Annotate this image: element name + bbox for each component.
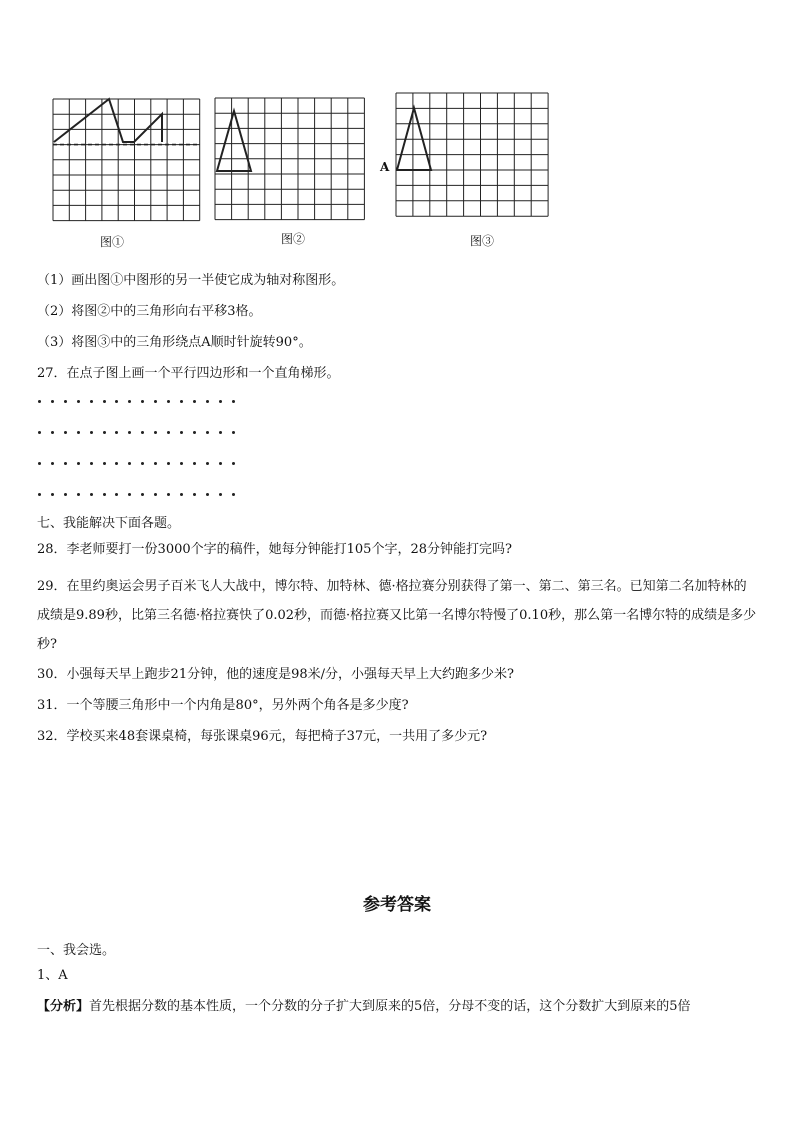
grid-dot[interactable]: [103, 462, 106, 465]
grid-dot[interactable]: [167, 493, 170, 496]
grid-dot[interactable]: [64, 462, 67, 465]
grid-dot[interactable]: [206, 400, 209, 403]
figure-3-label: 图③: [470, 234, 495, 248]
figure-1-label: 图①: [100, 235, 125, 249]
answers-title: 参考答案: [363, 895, 431, 915]
grid-dot[interactable]: [219, 400, 222, 403]
grid-dot[interactable]: [167, 462, 170, 465]
analysis-tag: 【分析】: [37, 999, 90, 1014]
grid-dot[interactable]: [51, 493, 54, 496]
grid-dot[interactable]: [128, 493, 131, 496]
grid-dot[interactable]: [51, 431, 54, 434]
triangle-shape: [217, 111, 251, 171]
grid-dot[interactable]: [154, 431, 157, 434]
grid-dot[interactable]: [64, 400, 67, 403]
grid-dot[interactable]: [103, 431, 106, 434]
grid-dot[interactable]: [128, 431, 131, 434]
q31-text: 31．一个等腰三角形中一个内角是80°，另外两个角各是多少度?: [37, 698, 409, 713]
q32-text: 32．学校买来48套课桌椅，每张课桌96元，每把椅子37元，一共用了多少元?: [37, 729, 488, 744]
figure-3-grid: [395, 91, 550, 218]
grid-dot[interactable]: [115, 431, 118, 434]
q29-text: 29．在里约奥运会男子百米飞人大战中，博尔特、加特林、德·格拉赛分别获得了第一、第二、第三名。已知第二名加特林的成绩是9.89秒，比第三名德·格拉赛快了0.02秒，而德·格拉赛又比第一名博尔特慢了0.10秒，那么第一名博尔特的成绩是多少秒?: [37, 579, 757, 652]
dot-row: [38, 400, 238, 406]
grid-dot[interactable]: [128, 462, 131, 465]
figure-2-label: 图②: [281, 232, 306, 246]
analysis-text: 首先根据分数的基本性质，一个分数的分子扩大到原来的5倍，分母不变的话，这个分数扩大到原来的5倍: [89, 999, 691, 1014]
grid-dot[interactable]: [38, 462, 41, 465]
grid-dot[interactable]: [154, 400, 157, 403]
grid-dot[interactable]: [180, 400, 183, 403]
grid-dot[interactable]: [38, 400, 41, 403]
grid-dot[interactable]: [141, 462, 144, 465]
dot-grid[interactable]: [38, 400, 238, 500]
q27-text: 27．在点子图上画一个平行四边形和一个直角梯形。: [37, 366, 340, 381]
grid-dot[interactable]: [51, 400, 54, 403]
q26-sub1: （1）画出图①中图形的另一半使它成为轴对称图形。: [37, 273, 345, 288]
grid-dot[interactable]: [77, 462, 80, 465]
grid-dot[interactable]: [167, 431, 170, 434]
grid-dot[interactable]: [193, 400, 196, 403]
grid-dot[interactable]: [141, 493, 144, 496]
dot-row: [38, 462, 238, 468]
grid-dot[interactable]: [180, 493, 183, 496]
grid-dot[interactable]: [167, 400, 170, 403]
grid-dot[interactable]: [38, 431, 41, 434]
grid-dot[interactable]: [103, 400, 106, 403]
q30-text: 30．小强每天早上跑步21分钟，他的速度是98米/分，小强每天早上大约跑多少米?: [37, 667, 514, 682]
analysis-line: [37, 999, 759, 1015]
figure-2-grid: [214, 96, 366, 221]
section-7-heading: 七、我能解决下面各题。: [37, 516, 181, 531]
q26-sub2: （2）将图②中的三角形向右平移3格。: [37, 304, 262, 319]
grid-dot[interactable]: [141, 431, 144, 434]
grid-dot[interactable]: [206, 431, 209, 434]
grid-dot[interactable]: [128, 400, 131, 403]
grid-dot[interactable]: [90, 462, 93, 465]
grid-dot[interactable]: [90, 431, 93, 434]
grid-dot[interactable]: [77, 431, 80, 434]
grid-dot[interactable]: [154, 493, 157, 496]
grid-dot[interactable]: [38, 493, 41, 496]
answer-1: 1、A: [37, 968, 68, 983]
grid-dot[interactable]: [64, 431, 67, 434]
grid-dot[interactable]: [51, 462, 54, 465]
grid-dot[interactable]: [180, 431, 183, 434]
half-shape: [54, 99, 162, 142]
grid-dot[interactable]: [103, 493, 106, 496]
dot-row: [38, 493, 238, 499]
grid-dot[interactable]: [77, 493, 80, 496]
grid-dot[interactable]: [90, 493, 93, 496]
grid-dot[interactable]: [219, 493, 222, 496]
q26-sub3: （3）将图③中的三角形绕点A顺时针旋转90°。: [37, 335, 312, 350]
grid-dot[interactable]: [193, 462, 196, 465]
grid-dot[interactable]: [141, 400, 144, 403]
grid-dot[interactable]: [193, 493, 196, 496]
grid-dot[interactable]: [77, 400, 80, 403]
grid-dot[interactable]: [115, 462, 118, 465]
point-a-label: A: [380, 160, 390, 174]
grid-dot[interactable]: [115, 493, 118, 496]
grid-dot[interactable]: [219, 431, 222, 434]
grid-dot[interactable]: [232, 431, 235, 434]
grid-dot[interactable]: [206, 462, 209, 465]
figure-1-grid: [52, 97, 202, 222]
grid-dot[interactable]: [90, 400, 93, 403]
grid-dot[interactable]: [219, 462, 222, 465]
grid-dot[interactable]: [232, 400, 235, 403]
grid-dot[interactable]: [115, 400, 118, 403]
grid-dot[interactable]: [232, 493, 235, 496]
dot-row: [38, 431, 238, 437]
grid-dot[interactable]: [206, 493, 209, 496]
q28-text: 28．李老师要打一份3000个字的稿件，她每分钟能打105个字，28分钟能打完吗?: [37, 542, 512, 557]
grid-dot[interactable]: [154, 462, 157, 465]
grid-dot[interactable]: [232, 462, 235, 465]
grid-dot[interactable]: [193, 431, 196, 434]
grid-dot[interactable]: [180, 462, 183, 465]
grid-dot[interactable]: [64, 493, 67, 496]
answers-section-1: 一、我会选。: [37, 943, 116, 958]
